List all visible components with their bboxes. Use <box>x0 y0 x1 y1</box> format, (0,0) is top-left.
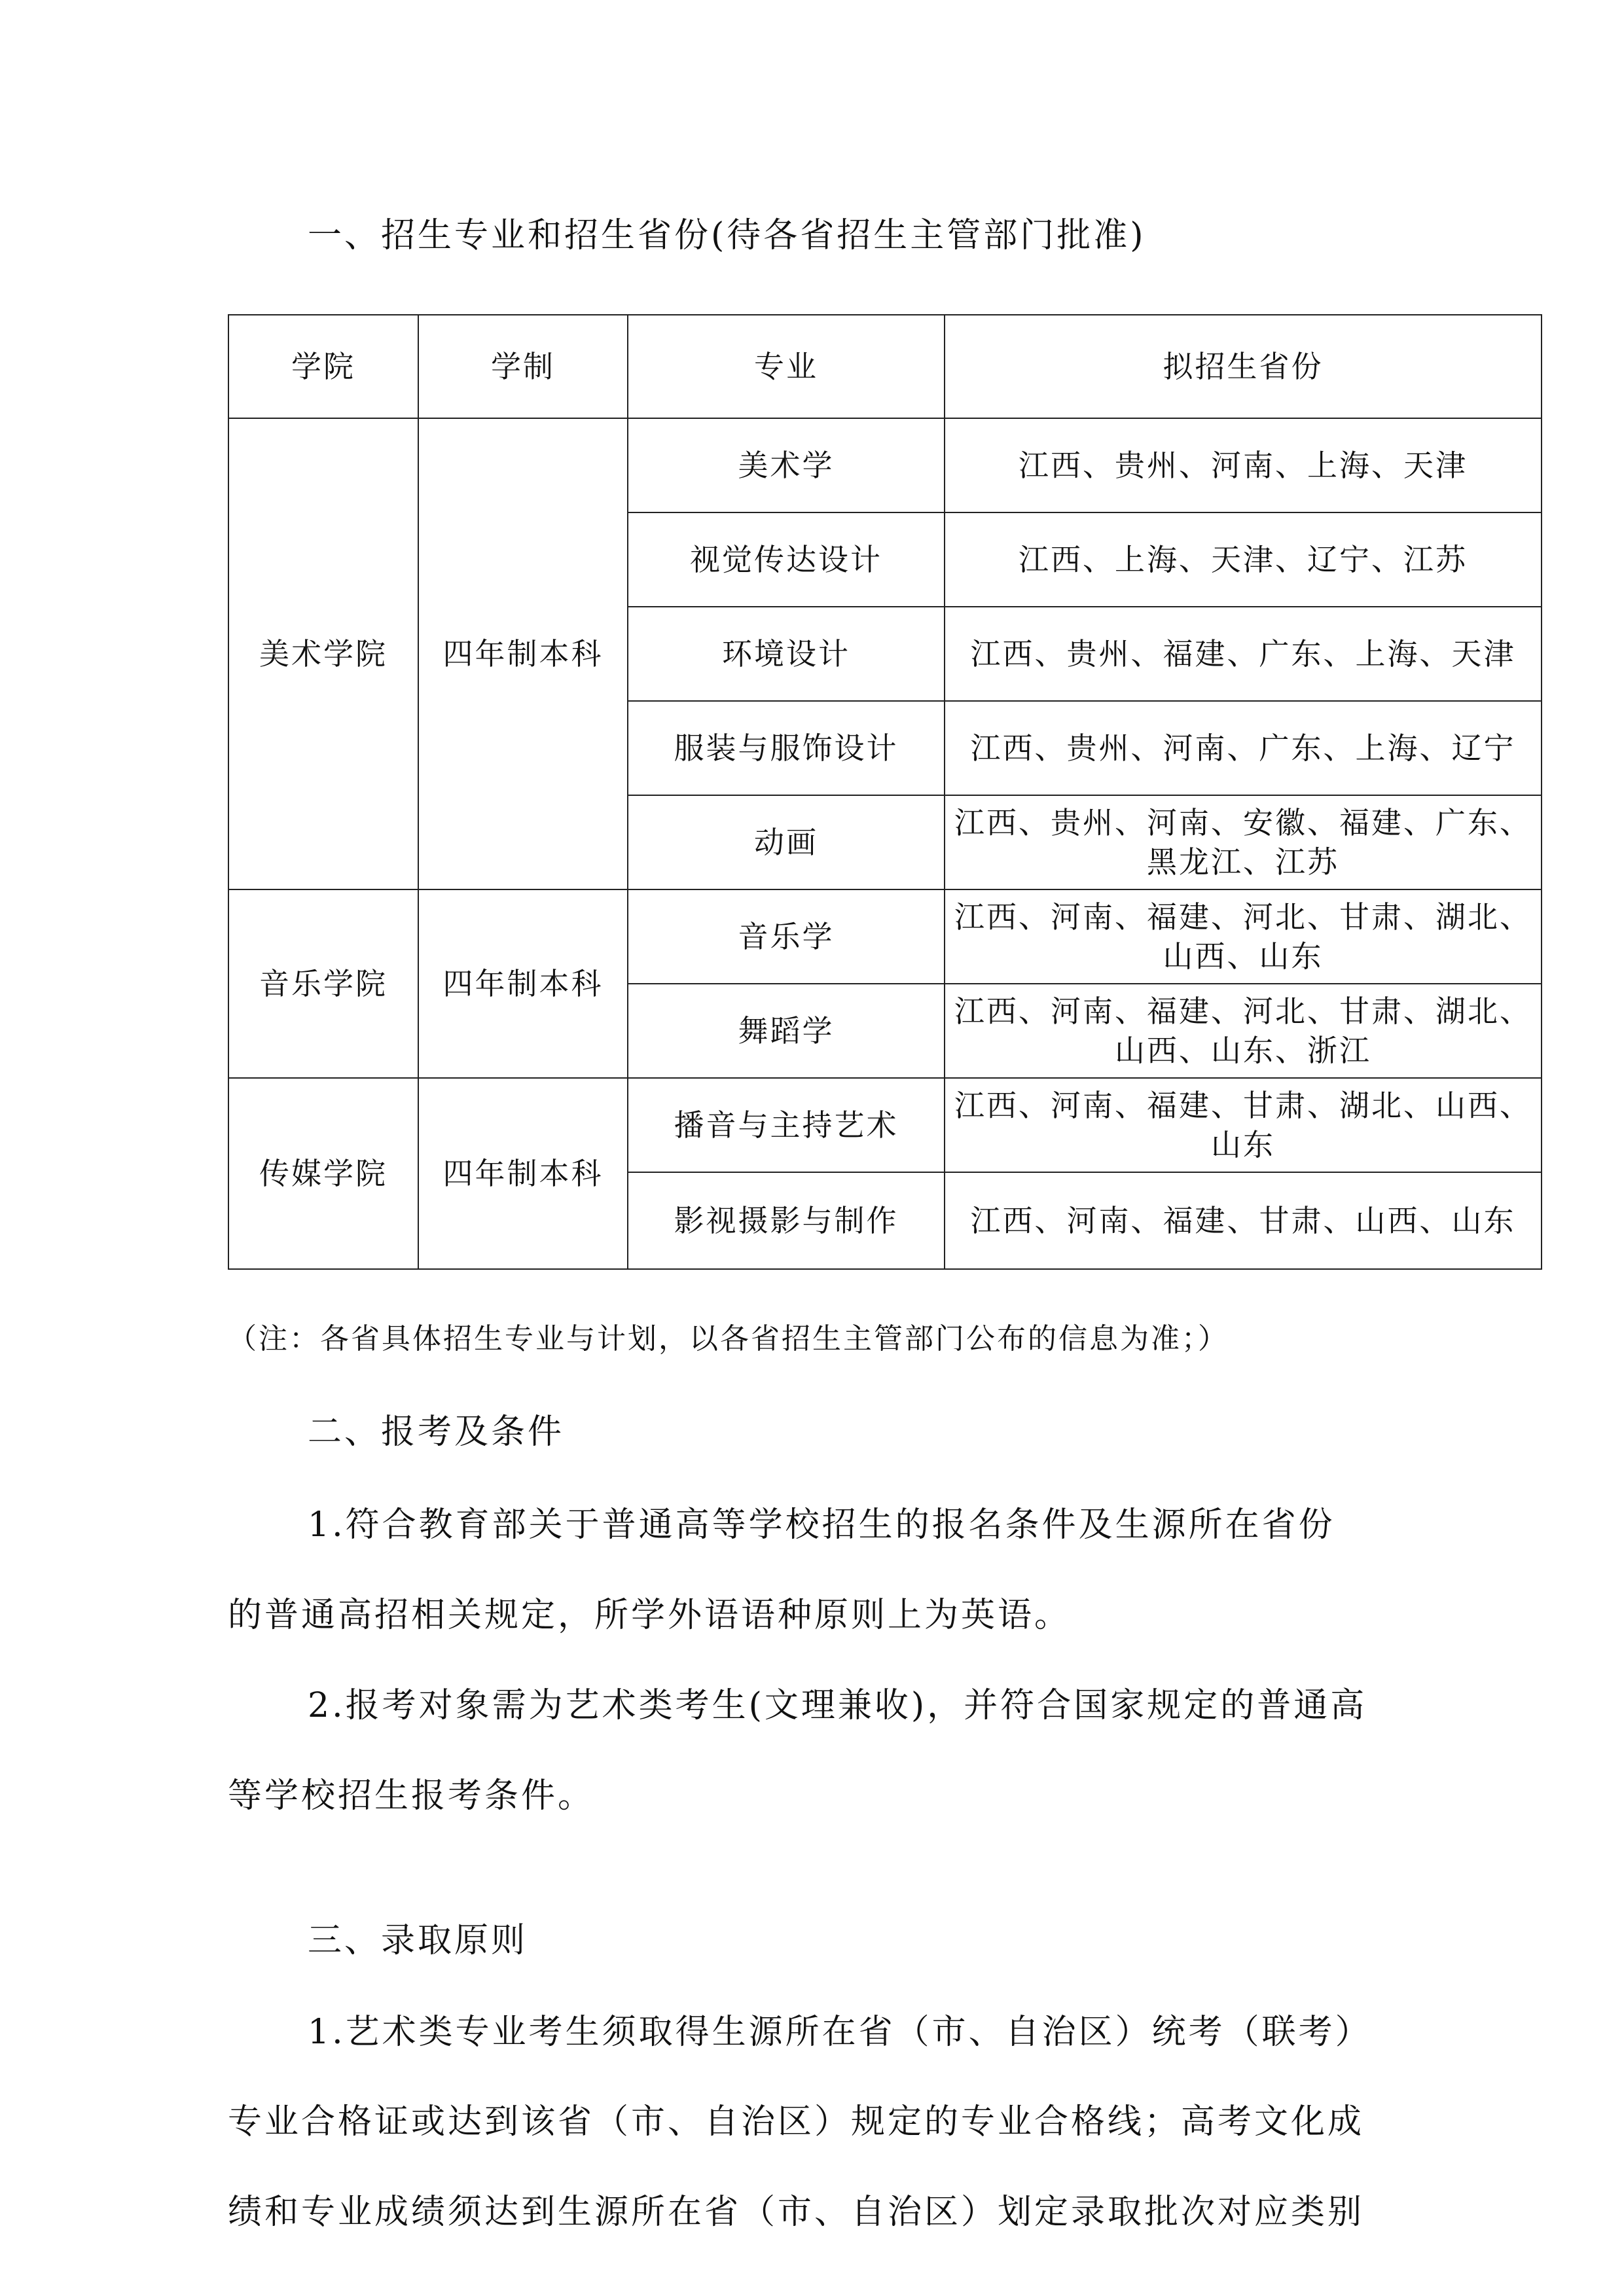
header-college: 学院 <box>228 315 418 418</box>
major-cell: 影视摄影与制作 <box>628 1172 945 1269</box>
section2-item2-line2: 等学校招生报考条件。 <box>228 1776 595 1816</box>
provinces-cell: 江西、河南、福建、甘肃、山西、山东 <box>945 1172 1542 1269</box>
major-cell: 舞蹈学 <box>628 984 945 1078</box>
major-cell: 环境设计 <box>628 607 945 701</box>
enrollment-table <box>228 314 1542 1270</box>
header-system: 学制 <box>418 315 628 418</box>
section3-item1-line1: 1.艺术类专业考生须取得生源所在省（市、自治区）统考（联考） <box>308 2013 1372 2052</box>
table-row <box>228 418 1542 512</box>
section2-item1-line1: 1.符合教育部关于普通高等学校招生的报名条件及生源所在省份 <box>308 1505 1335 1545</box>
provinces-cell: 江西、河南、福建、河北、甘肃、湖北、山西、山东 <box>945 889 1542 984</box>
table-row <box>228 1078 1542 1172</box>
system-cell: 四年制本科 <box>418 1078 628 1269</box>
major-cell: 音乐学 <box>628 889 945 984</box>
provinces-cell: 江西、贵州、河南、上海、天津 <box>945 418 1542 512</box>
college-cell: 传媒学院 <box>228 1078 418 1269</box>
section3-heading: 三、录取原则 <box>308 1921 528 1960</box>
header-provinces: 拟招生省份 <box>945 315 1542 418</box>
provinces-cell: 江西、上海、天津、辽宁、江苏 <box>945 512 1542 607</box>
provinces-cell: 江西、贵州、河南、广东、上海、辽宁 <box>945 701 1542 795</box>
major-cell: 动画 <box>628 795 945 889</box>
major-cell: 服装与服饰设计 <box>628 701 945 795</box>
provinces-cell: 江西、贵州、河南、安徽、福建、广东、黑龙江、江苏 <box>945 795 1542 889</box>
header-major: 专业 <box>628 315 945 418</box>
provinces-cell: 江西、贵州、福建、广东、上海、天津 <box>945 607 1542 701</box>
provinces-cell: 江西、河南、福建、甘肃、湖北、山西、山东 <box>945 1078 1542 1172</box>
section2-heading: 二、报考及条件 <box>308 1412 565 1452</box>
section2-item2-line1: 2.报考对象需为艺术类考生(文理兼收)，并符合国家规定的普通高 <box>308 1686 1367 1725</box>
section3-item1-line3: 绩和专业成绩须达到生源所在省（市、自治区）划定录取批次对应类别 <box>228 2193 1365 2232</box>
section3-item1-line2: 专业合格证或达到该省（市、自治区）规定的专业合格线；高考文化成 <box>228 2102 1365 2142</box>
system-cell: 四年制本科 <box>418 418 628 889</box>
college-cell: 音乐学院 <box>228 889 418 1078</box>
section2-item1-line2: 的普通高招相关规定，所学外语语种原则上为英语。 <box>228 1596 1072 1635</box>
major-cell: 视觉传达设计 <box>628 512 945 607</box>
major-cell: 美术学 <box>628 418 945 512</box>
table-row <box>228 889 1542 984</box>
major-cell: 播音与主持艺术 <box>628 1078 945 1172</box>
college-cell: 美术学院 <box>228 418 418 889</box>
provinces-cell: 江西、河南、福建、河北、甘肃、湖北、山西、山东、浙江 <box>945 984 1542 1078</box>
section1-heading: 一、招生专业和招生省份(待各省招生主管部门批准) <box>308 216 1146 255</box>
table-header-row <box>228 315 1542 418</box>
system-cell: 四年制本科 <box>418 889 628 1078</box>
table-note: （注：各省具体招生专业与计划，以各省招生主管部门公布的信息为准；） <box>228 1322 1229 1355</box>
